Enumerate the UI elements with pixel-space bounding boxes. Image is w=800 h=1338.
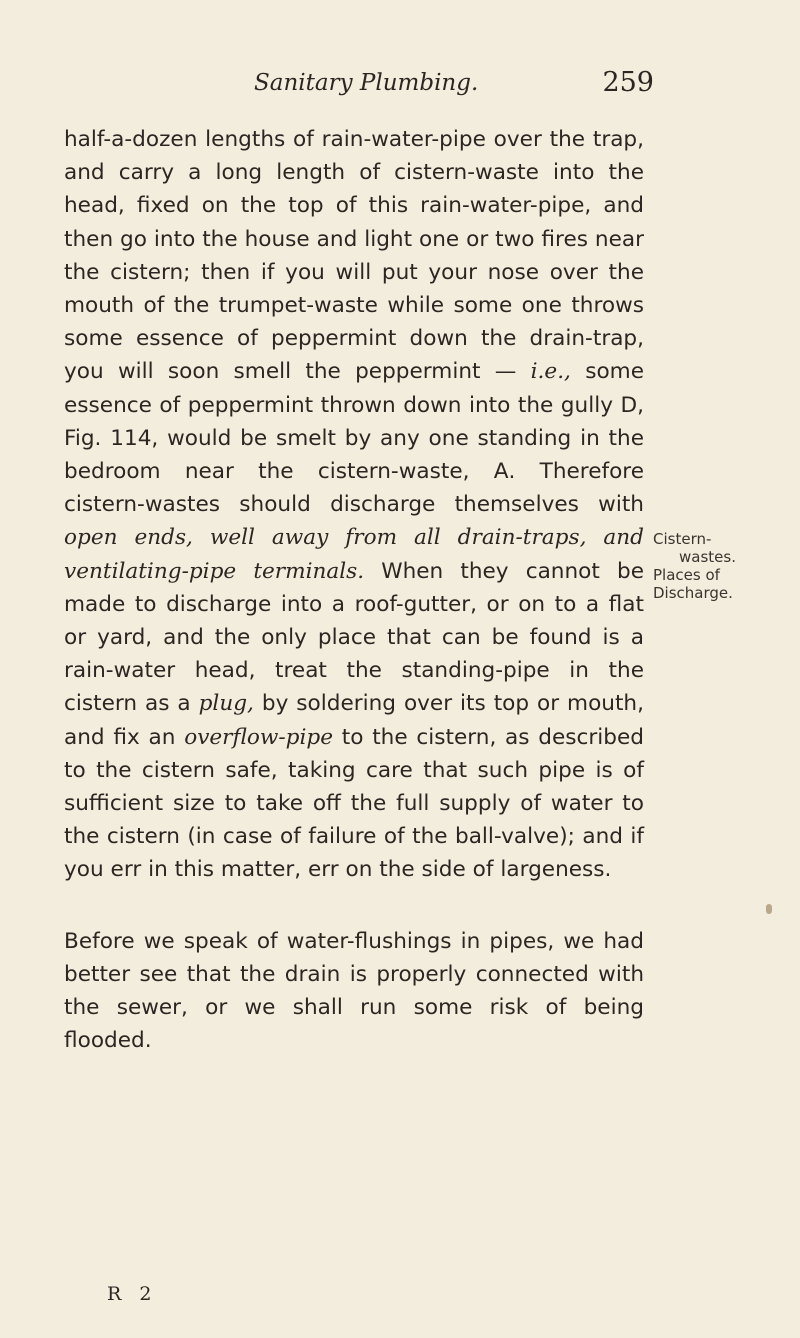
text-run: When they cannot be made to discharge into a roof-gutter, or on to a flat or yard, and the only place that can be found is a rain-water head, treat the standing-pipe in the cistern as a	[64, 558, 644, 717]
text-run: by soldering over its top or mouth, and fix an	[64, 691, 644, 750]
running-head	[254, 68, 654, 98]
figure-letter: D	[620, 392, 638, 418]
text-run: to the cistern, as described to the cistern safe, taking care that such pipe is of sufficient size to take off the full supply of water to the cistern (in case of failure of the ball-valve); and if you err in this matter, err on the side of largeness.	[64, 724, 644, 883]
page-number: 259	[602, 67, 654, 98]
paragraph-1	[64, 123, 644, 887]
italic-run: open ends, well away from all drain-traps, and ventilating-pipe terminals.	[64, 525, 644, 584]
body-text	[64, 123, 644, 1057]
margin-note-line: Places of	[653, 566, 720, 584]
margin-note-line: wastes.	[679, 548, 736, 566]
text-run: . Therefore cistern-wastes should discharge themselves with	[64, 459, 644, 518]
margin-note-line: Cistern-	[653, 530, 712, 548]
margin-note	[653, 530, 763, 602]
figure-letter: A	[493, 459, 509, 485]
italic-run: i.e.,	[530, 359, 571, 385]
italic-run: overflow-pipe	[184, 724, 334, 750]
paragraph-2: Before we speak of water-flushings in pipes, we had better see that the drain is properly connected with the sewer, or we shall run some risk of being flooded.	[64, 928, 644, 1054]
text-run: some essence of peppermint thrown down into the gully	[64, 359, 644, 418]
running-title: Sanitary Plumbing.	[254, 70, 479, 96]
italic-run: plug,	[198, 691, 254, 717]
margin-note-line: Discharge.	[653, 584, 733, 602]
text-run: , Fig. 114, would be smelt by any one standing in the bedroom near the cistern-waste,	[64, 392, 644, 485]
paper-speck	[766, 904, 772, 914]
signature-mark: R 2	[107, 1283, 158, 1305]
text-run: half-a-dozen lengths of rain-water-pipe over the trap, and carry a long length of cistern-waste into the head, fixed on the top of this rain-water-pipe, and then go into the house and light one or two fires near the cistern; then if you will put your nose over the mouth of the trumpet-waste while some one throws some essence of peppermint down the drain-trap, you will soon smell the peppermint —	[64, 127, 644, 385]
